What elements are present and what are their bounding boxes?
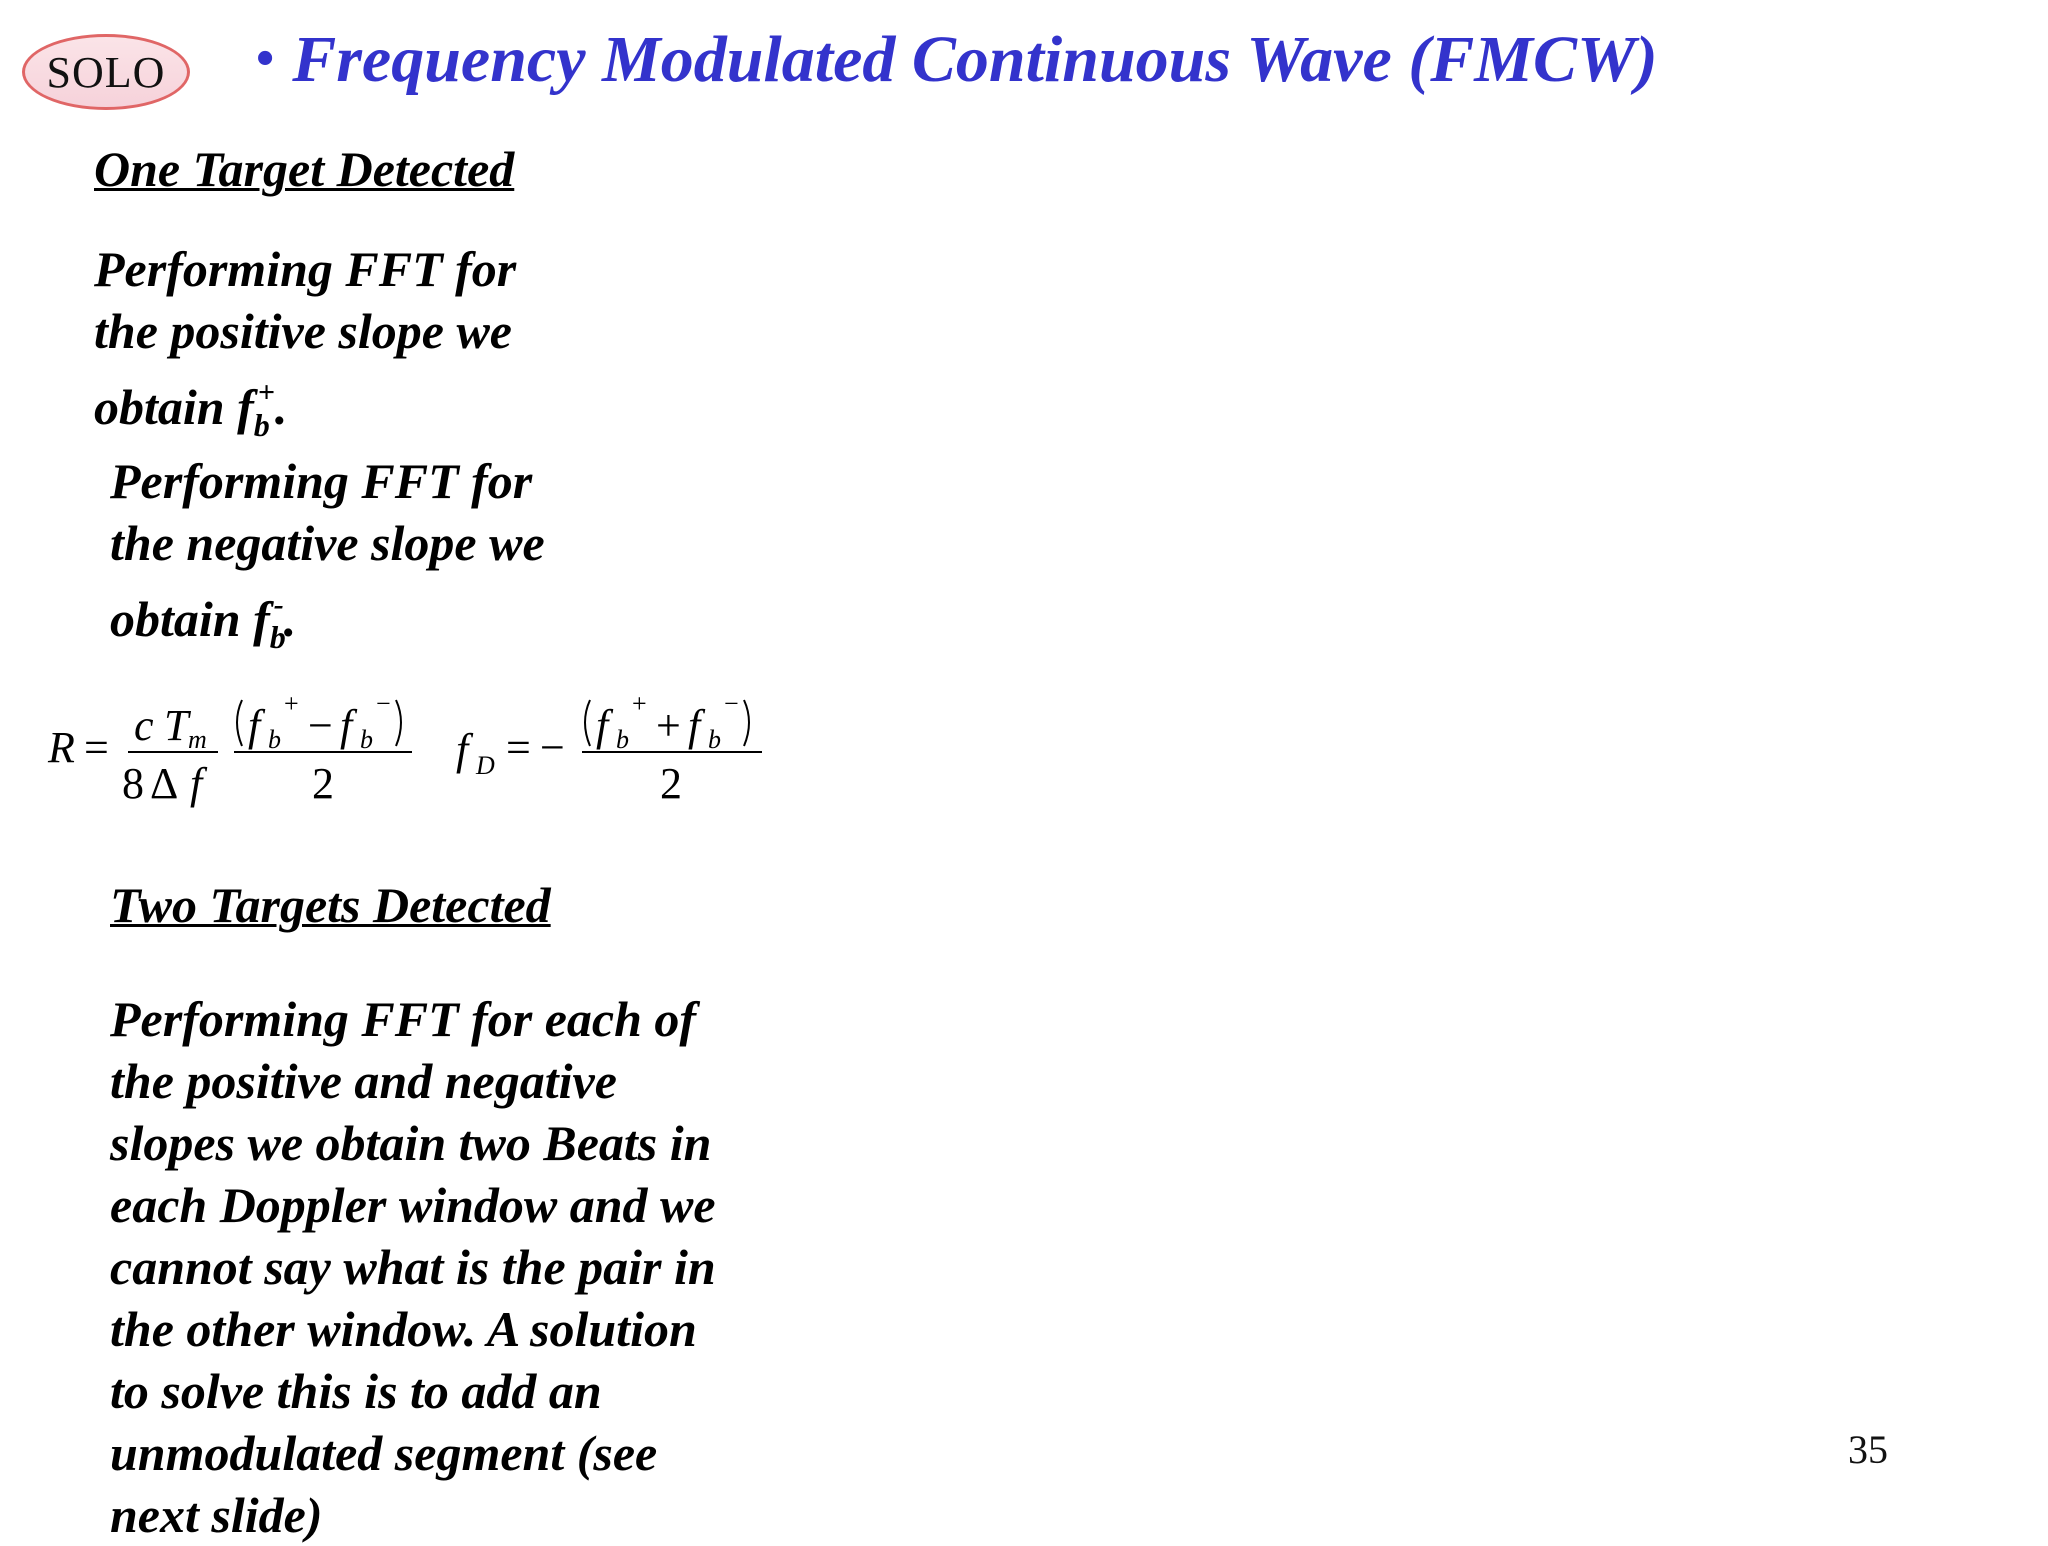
right-paren-1 (396, 700, 401, 746)
digit-eight: 8 (122, 759, 144, 808)
paragraph-negative-slope (110, 450, 545, 668)
subscript-b: b (616, 725, 629, 754)
subscript-m: m (188, 725, 207, 754)
symbol-f: f (456, 725, 469, 774)
paragraph-two-targets: Performing FFT for each of the positive and negative slopes we obtain two Beats in each Doppler window and we cannot say what is the pair in the other window. A solution to solve this is to add an unmodulated segment (see next slide) (110, 991, 716, 1543)
symbol-f: f (596, 701, 609, 750)
symbol-f: f (190, 759, 203, 808)
superscript-minus: − (376, 689, 391, 718)
heading-two-targets: Two Targets Detected (110, 877, 551, 933)
subscript-b: b (269, 619, 286, 655)
symbol-delta: Δ (150, 759, 179, 808)
equals-sign: = (506, 723, 531, 772)
minus-sign: − (540, 723, 565, 772)
period: . (274, 379, 288, 435)
subscript-b: b (360, 725, 373, 754)
subscript-b: b (708, 725, 721, 754)
subscript-D: D (476, 751, 495, 780)
superscript-minus: - (273, 588, 284, 621)
superscript-plus: + (257, 376, 275, 409)
digit-two: 2 (312, 759, 334, 808)
symbol-T: T (164, 701, 189, 750)
symbol-c: c (134, 701, 154, 750)
plus-sign: + (656, 701, 681, 750)
left-paren-1 (237, 700, 242, 746)
superscript-plus: + (632, 689, 647, 718)
subscript-b: b (268, 725, 281, 754)
paragraph-positive-slope (94, 238, 516, 456)
period: . (283, 591, 297, 647)
left-paren-2 (585, 700, 590, 746)
symbol-f: f (248, 701, 261, 750)
slide-title (256, 22, 1658, 98)
symbol-f: f (340, 701, 353, 750)
heading-one-target: One Target Detected (94, 141, 515, 197)
equals-sign: = (84, 723, 109, 772)
logo-text: SOLO (46, 47, 166, 97)
range-doppler-formulas (40, 670, 780, 810)
superscript-minus: − (724, 689, 739, 718)
title-text: Frequency Modulated Continuous Wave (FMCW) (292, 23, 1658, 96)
symbol-R: R (48, 723, 75, 772)
minus-sign: − (308, 701, 333, 750)
right-paren-2 (744, 700, 749, 746)
symbol-f: f (688, 701, 701, 750)
solo-logo (22, 34, 190, 110)
subscript-b: b (253, 407, 270, 443)
digit-two: 2 (660, 759, 682, 808)
superscript-plus: + (284, 689, 299, 718)
title-bullet: • (256, 30, 275, 87)
paragraph-negative-text: Performing FFT for the negative slope we obtain f (110, 453, 545, 647)
paragraph-positive-text: Performing FFT for the positive slope we obtain f (94, 241, 517, 435)
page-number: 35 (1848, 1427, 1888, 1472)
